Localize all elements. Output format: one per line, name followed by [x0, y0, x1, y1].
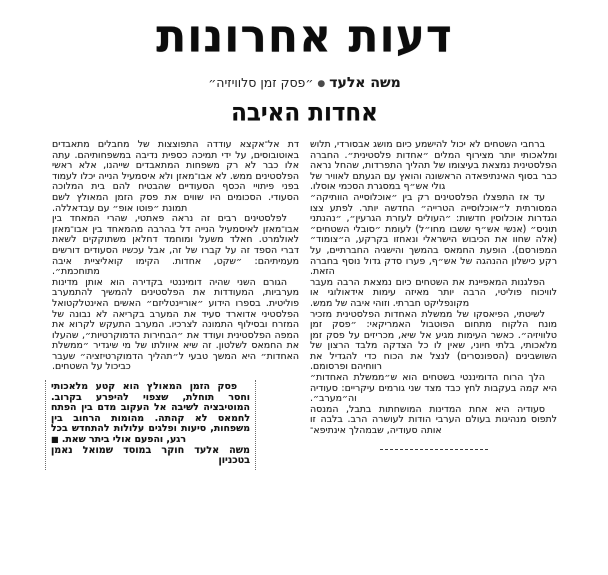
closing-text: פסק הזמן המאולץ הוא קטע מלאכותי וחסר תוחלת, שצפוי להיפרע בקרוב. המוטיבציה לשיבה אל העקוב מדם בין הפתח לחמאס לא קהתה. מהומות הרחוב בין משפחות, סיעות ופלגים עלולות להתחדש בכל רגע, והפעם אולי ביתר שאת. [51, 381, 250, 446]
article-headline: אחדות האיבה [231, 98, 378, 127]
author-bio: משה אלעד חוקר במוסד שמואל נאמן בטכניון [51, 444, 250, 467]
paragraph: לפלסטינים רבים זה נראה פאתטי, שהרי המאחד בין אבו־מאזן לאיסמעיל הנייה דל בהרבה מהמאחד בין אבו־מאזן לאולמרט. חאלד משעל ומוחמד דחלאן משתוקקים לשאת דברי הספד זה על קברו של זה, אבל עכשיו הסעודים דורשים מעמיתיהם: ״שקט, אחדות. הקימו קואליציית איבה מתוחכמת״. [52, 213, 299, 278]
article-tagline: ״פסק זמן סלוויזיה״ [208, 75, 314, 90]
paragraph: ברחבי השטחים לא יכול להישמע כיום מושג אבסורדי, תלוש ומלאכותי יותר מצירוף המלים ״אחדות פלסטינית״. החברה הפלסטינית נמצאת בעיצומו של תהליך התפרדות, שהחל נראה כבר בסוף האינתיפאדה הראשונה והואץ עם הגעתם לאוויר של גולי אש״ף במסגרת הסכמי אוסלו. [310, 139, 557, 193]
paragraph: לשיטתי, הפיאסקו של ממשלת האחדות הפלסטינית מזכיר מונח הלקוח מתחום הפוטבול האמריקאי: ״פסק זמן טלוויזיה״. כאשר העימות מגיע אל שיא, מכריזים על פסק זמן מלאכותי, בלתי חיוני, שאין לו כל הצדקה מלבד הרצון של השושבינים (הספונסרים) לנצל את הכוח כדי להגדיל את רווחיהם ופרסומם. [310, 308, 557, 373]
paragraph: הפלגנות המאפיינת את השטחים כיום נמצאת הרבה מעבר לוויכוח פוליטי, הרבה יותר מאיזה עימות אידאולוגי או מקונפליקט חברתי. וזוהי איבה של ממש. [310, 276, 557, 309]
column-right [310, 140, 557, 560]
article-header [52, 9, 557, 127]
end-of-article-icon: ■ [51, 435, 59, 445]
bullet-icon: ● [317, 79, 326, 89]
closing-box [45, 380, 256, 470]
closing-paragraph [51, 382, 250, 446]
paragraph: סעודיה היא אחת המדינות המושחתות בתבל, המנסה לתפוס מנהיגות בעולם הערבי הודות לעושרה הרב. בלבה זו אותה סעודיה, שבמהלך אינתיפא־ [310, 403, 557, 437]
masthead-title: דעות אחרונות [156, 9, 453, 63]
author-name: משה אלעד [329, 75, 401, 91]
paragraph-continuation: דת אל־אקצא עודדה התפוצצות של מחבלים מתאבדים באוטובוסים, על ידי תמיכה כספית נדיבה במשפחותיהם. עתה אלו כבר לא רק משפחות המתאבדים שייהנו, אלא ראשי הפלסטינים ממש. לא אבו־מאזן ולא איסמעיל הנייה יכלו לעמוד בפני פיתויי הכסף הסעודיים שהבטיח להם בית המלוכה הסעודי. הסכומים היו שווים את פסק הזמן המאולץ לשם תמונת ״פוטו אופ״ עם עבדאללה. [52, 139, 299, 214]
article-body [52, 140, 557, 560]
column-left [52, 140, 299, 560]
paragraph: הגורם השני שהיה דומיננטי בקדירה הוא אותן מדינות מערביות, המעודדות את הפלסטינים להמשיך להתמערב פוליטית. בספרו הידוע ״אוריינטליזם״ האשים האינטלקטואל הפלסטיני אדוארד סעיד את המערב בקריאה לא נבונה של המזרח ובסילוף התמונה לצרכיו. המערב התעקש לקרוא את המפה הפלסטינית ועודד את ״הבחירות הדמוקרטיות״, שהעלו את החמאס לשלטון. זה שיא איוולתו של מי שיגדיר ״ממשלת האחדות״ היא המשך טבעי ל״תהליך הדמוקרטיזציה״ שעבר כביכול על השטחים. [52, 276, 299, 373]
paragraph: עד אז התפצלו הפלסטינים רק בין ״אוכלוסייה הוותיקה״ המסורתית ל״אוכלוסייה הטרייה״ החדשה יותר. לפתע צצו הגדרות אוכלוסין חדשות: ״העולים לעזרת הגרעין״, ״נהנתני תוניס״ (אנשי אש״ף ששבו מחו״ל) לעומת ״סובלי השטחים״ (אלה שחוו את הכיבוש הישראלי ונאחזו בקרקע, ה״צומוד״ המפורסם). הופעת החמאס בהמשך והישגיה החברתיים, על רקע כישלון ההנהגה של אש״ף, פערו סדק גדול נוסף בחברה הזאת. [310, 191, 557, 278]
dashed-separator [380, 449, 488, 450]
paragraph: הלך הרוח הדומיננטי בשטחים הוא ש״ממשלת האחדות״ היא קמה בעקבות לחץ כבד מצד שני גורמים עיקריים: סעודיה וה״מערב״. [310, 372, 557, 405]
byline [52, 75, 557, 92]
